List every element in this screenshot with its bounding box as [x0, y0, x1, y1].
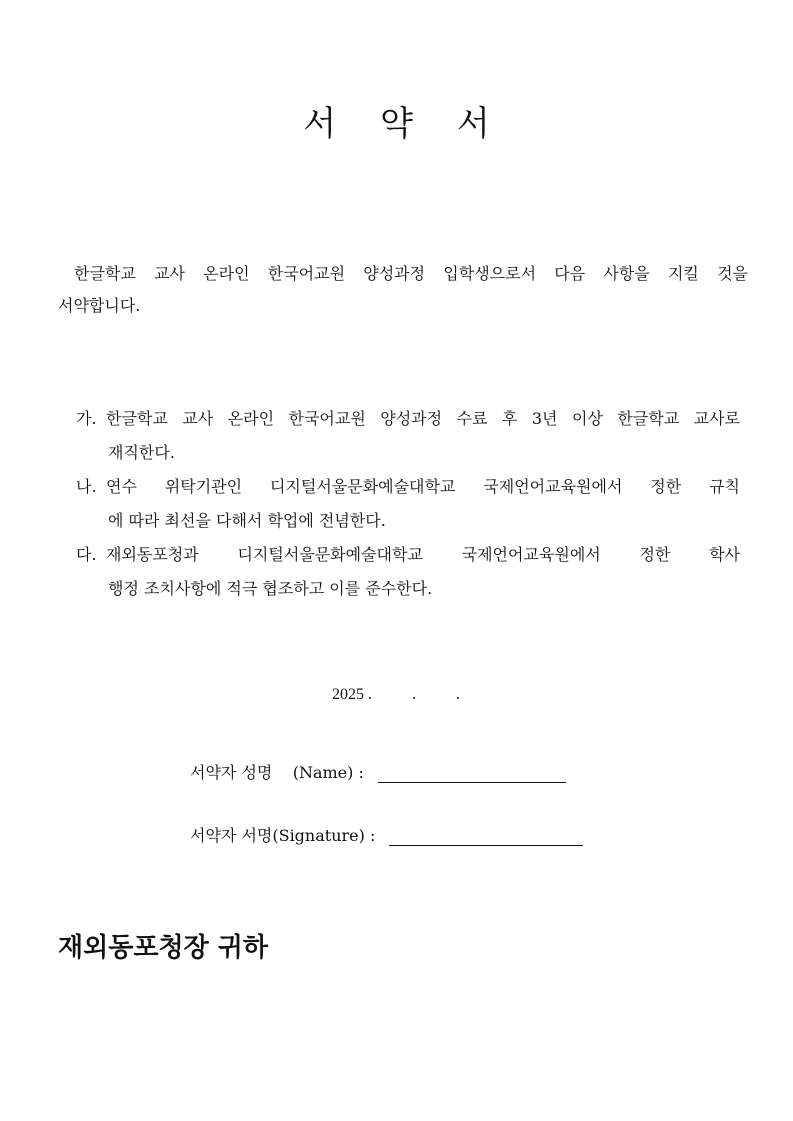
signature-field-row — [190, 823, 583, 846]
name-field-row — [190, 760, 566, 783]
title-char-2: 약 — [380, 104, 413, 144]
item-marker: 다. — [76, 545, 97, 564]
addressee: 재외동포청장 귀하 — [58, 933, 268, 963]
item-text-line-2: 재직한다. — [108, 443, 175, 462]
name-label: 서약자 성명 (Name) : — [190, 763, 364, 782]
intro-line-1: 한글학교 교사 온라인 한국어교원 양성과정 입학생으로서 다음 사항을 지킬 것을 — [74, 264, 748, 283]
date-line: 2025 . . . — [332, 686, 460, 703]
item-marker: 가. — [76, 409, 97, 428]
intro-line-2: 서약합니다. — [58, 296, 141, 315]
pledge-items — [76, 402, 740, 606]
item-text-line-1: 연수 위탁기관인 디지털서울문화예술대학교 국제언어교육원에서 정한 규칙 — [106, 477, 740, 496]
signature-label: 서약자 서명(Signature) : — [190, 826, 376, 845]
pledge-item — [76, 538, 740, 606]
title-char-1: 서 — [303, 104, 337, 144]
item-text-line-2: 에 따라 최선을 다해서 학업에 전념한다. — [108, 511, 386, 530]
item-marker: 나. — [76, 477, 97, 496]
pledge-item — [76, 470, 740, 538]
item-text-line-2: 행정 조치사항에 적극 협조하고 이를 준수한다. — [108, 579, 433, 598]
signature-input-line[interactable] — [389, 827, 583, 846]
intro-paragraph — [58, 258, 748, 322]
item-text-line-1: 한글학교 교사 온라인 한국어교원 양성과정 수료 후 3년 이상 한글학교 교사로 — [106, 409, 740, 428]
name-input-line[interactable] — [378, 764, 566, 783]
title-char-3: 서 — [456, 104, 490, 144]
document-title — [0, 96, 793, 145]
item-text-line-1: 재외동포청과 디지털서울문화예술대학교 국제언어교육원에서 정한 학사 — [106, 545, 740, 564]
pledge-item — [76, 402, 740, 470]
